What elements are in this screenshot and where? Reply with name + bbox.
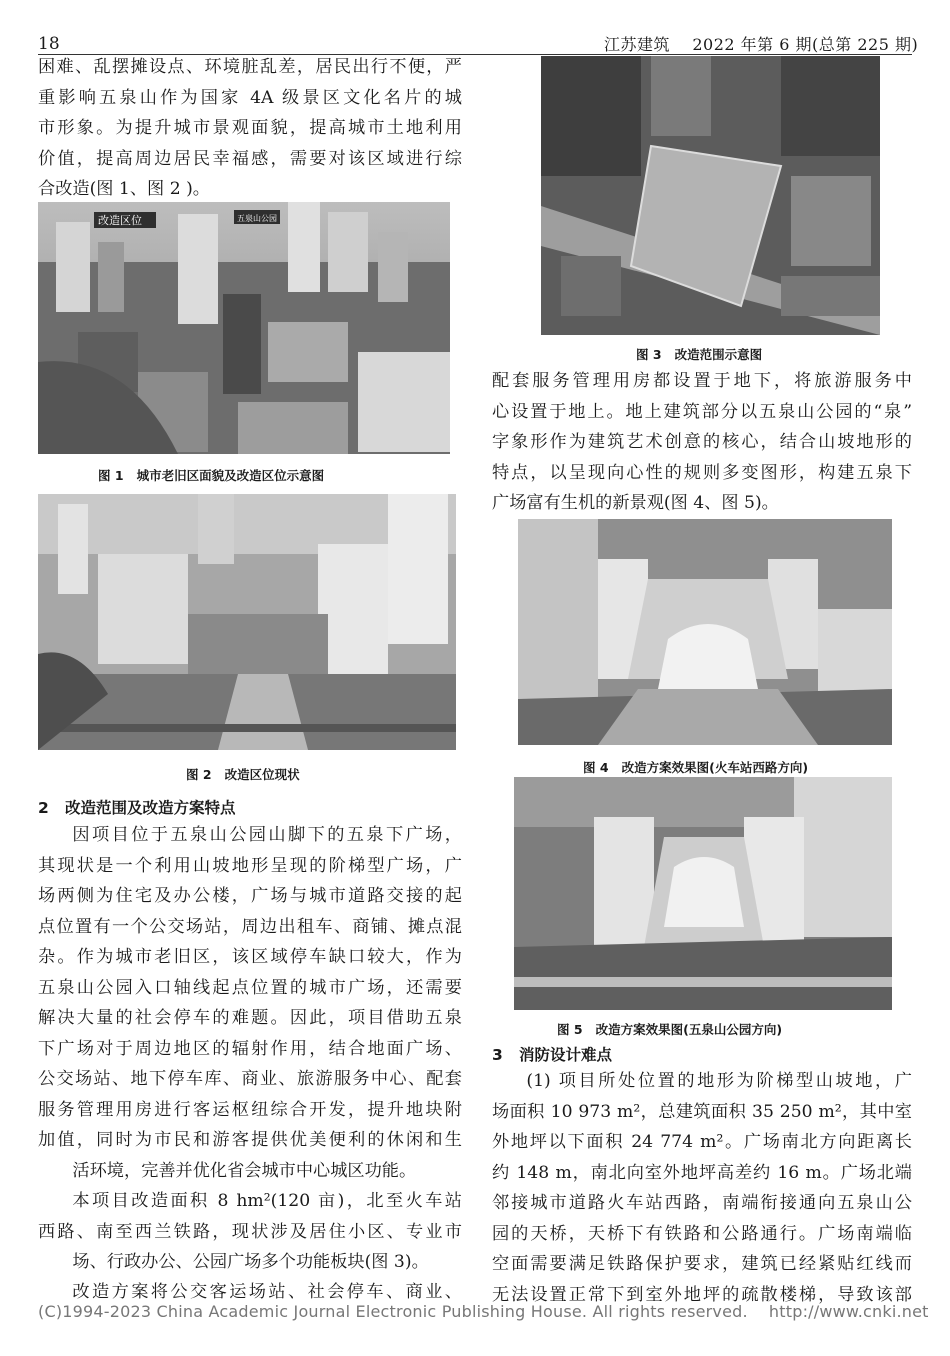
section-3-paragraph-1 [492, 1066, 912, 1310]
text-line: 公交场站、地下停车库、商业、旅游服务中心、配套 [38, 1069, 462, 1089]
text-line: 活环境，完善并优化省会城市中心城区功能。 [72, 1160, 417, 1181]
text-line: 加值，同时为市民和游客提供优美便利的休闲和生 [38, 1130, 462, 1150]
text-line: 重影响五泉山作为国家 4A 级景区文化名片的城 [38, 87, 462, 108]
text-line: 价值，提高周边居民幸福感，需要对该区域进行综 [38, 148, 462, 169]
text-line: 困难、乱摆摊设点、环境脏乱差，居民出行不便，严 [38, 57, 462, 77]
section-2-paragraph-1 [38, 820, 462, 1186]
page-number: 18 [38, 34, 60, 54]
figure-4-photo [518, 519, 892, 745]
figure-5-caption: 图 5 改造方案效果图(五泉山公园方向) [557, 1022, 783, 1037]
text-line: 场、行政办公、公园广场多个功能板块(图 3)。 [72, 1252, 429, 1272]
text-line: 五泉山公园入口轴线起点位置的城市广场，还需要 [38, 977, 462, 998]
figure-4-caption: 图 4 改造方案效果图(火车站西路方向) [583, 760, 809, 775]
figure-5-photo [514, 777, 892, 1010]
text-line: 其现状是一个利用山坡地形呈现的阶梯型广场，广 [38, 855, 462, 876]
figure-1-photo [38, 202, 450, 454]
copyright-footer: (C)1994-2023 China Academic Journal Electronic Publishing House. All rights reserved. http://www.cnki.net [38, 1302, 929, 1321]
figure-2-caption: 图 2 改造区位现状 [186, 767, 300, 782]
text-line: 特点，以呈现向心性的规则多变图形，构建五泉下 [492, 462, 912, 483]
text-line: 解决大量的社会停车的难题。因此，项目借助五泉 [38, 1008, 462, 1028]
text-line: 园的天桥，天桥下有铁路和公路通行。广场南端临 [492, 1223, 912, 1244]
text-line: 邻接城市道路火车站西路，南端衔接通向五泉山公 [492, 1193, 912, 1213]
text-line: 改造方案将公交客运场站、社会停车、商业、 [72, 1282, 462, 1302]
figure-2-photo [38, 494, 456, 750]
text-line: 广场富有生机的新景观(图 4、图 5)。 [492, 493, 779, 513]
text-line: 杂。作为城市老旧区，该区域停车缺口较大，作为 [38, 947, 462, 967]
text-line: 市形象。为提升城市景观面貌，提高城市土地利用 [38, 118, 462, 138]
text-line: 因项目位于五泉山公园山脚下的五泉下广场， [72, 825, 462, 845]
text-line: 空面需要满足铁路保护要求，建筑已经紧贴红线而 [492, 1254, 912, 1274]
text-line: 场两侧为住宅及办公楼，广场与城市道路交接的起 [38, 886, 462, 906]
text-line: 点位置有一个公交场站，周边出租车、商铺、摊点混 [38, 916, 462, 937]
text-line: 约 148 m，南北向室外地坪高差约 16 m。广场北端 [492, 1162, 912, 1183]
text-line: 无法设置正常下到室外地坪的疏散楼梯，导致该部 [492, 1284, 912, 1305]
figure-1-caption: 图 1 城市老旧区面貌及改造区位示意图 [98, 468, 325, 483]
fig1-mountain-label: 五泉山公园 [237, 214, 277, 223]
text-line: 合改造(图 1、图 2 )。 [38, 179, 210, 199]
section-2-heading: 2 改造范围及改造方案特点 [38, 799, 236, 817]
intro-paragraph [38, 52, 462, 205]
text-line: 外地坪以下面积 24 774 m²。广场南北方向距离长 [492, 1132, 912, 1152]
journal-header: 江苏建筑 2022 年第 6 期(总第 225 期) [604, 35, 919, 54]
text-line: 心设置于地上。地上建筑部分以五泉山公园的“泉” [492, 401, 912, 422]
figure-3-photo [541, 56, 880, 335]
section-2-paragraph-3-continued [492, 366, 912, 519]
text-line: 下广场对于周边地区的辐射作用，结合地面广场、 [38, 1038, 462, 1059]
section-3-heading: 3 消防设计难点 [492, 1046, 612, 1064]
text-line: (1) 项目所处位置的地形为阶梯型山坡地，广 [526, 1071, 912, 1091]
text-line: 配套服务管理用房都设置于地下，将旅游服务中 [492, 371, 912, 391]
fig1-zone-label: 改造区位 [98, 214, 142, 227]
figure-3-caption: 图 3 改造范围示意图 [636, 347, 763, 362]
section-2-paragraph-2 [38, 1186, 462, 1278]
text-line: 服务管理用房进行客运枢纽综合开发，提升地块附 [38, 1099, 462, 1120]
text-line: 西路、南至西兰铁路，现状涉及居住小区、专业市 [38, 1221, 462, 1242]
text-line: 场面积 10 973 m²，总建筑面积 35 250 m²，其中室 [492, 1101, 912, 1122]
text-line: 本项目改造面积 8 hm²(120 亩)，北至火车站 [72, 1191, 462, 1211]
text-line: 字象形作为建筑艺术创意的核心，结合山坡地形的 [492, 432, 912, 452]
